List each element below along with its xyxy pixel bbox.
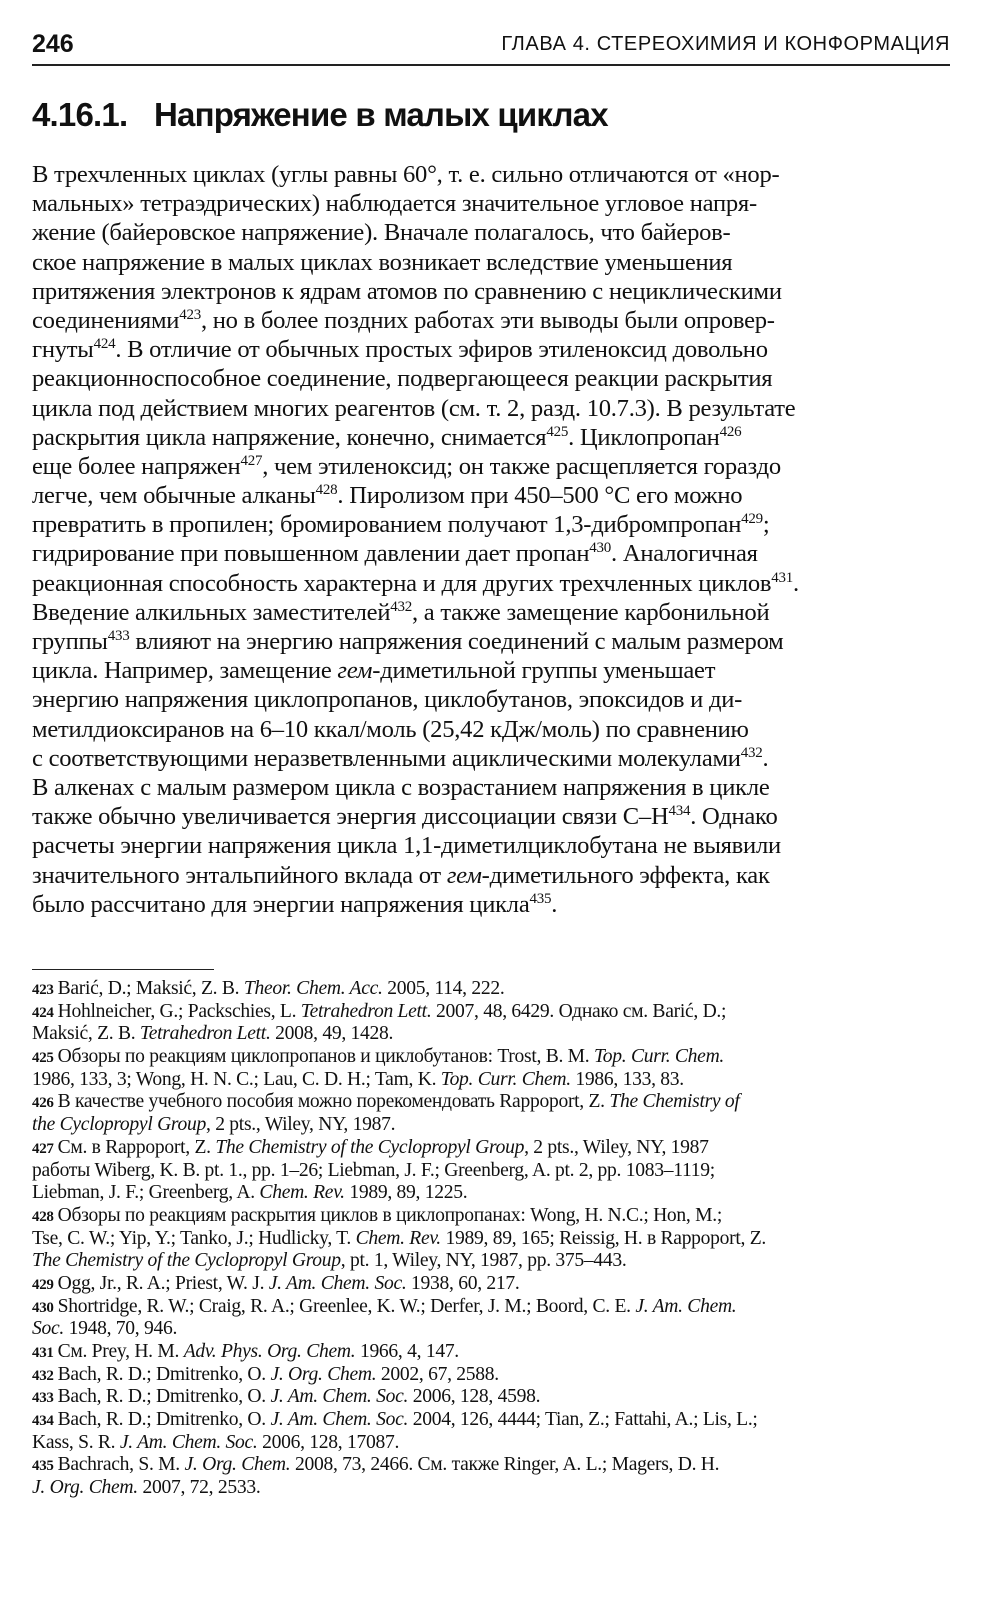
text-line (32, 248, 949, 277)
text-run: В трехчленных циклах (углы равны 60°, т. е. сильно отличаются от «нор- (32, 161, 780, 188)
body-text (32, 160, 949, 919)
footnote-reference: 433 (107, 628, 130, 644)
footnote-text: 2006, 128, 17087. (257, 1431, 400, 1453)
italic-text: J. Org. Chem. (32, 1477, 138, 1499)
text-run: , но в более поздних работах эти выводы были опровер- (200, 306, 775, 334)
text-line (32, 569, 949, 598)
italic-text: Top. Curr. Chem. (593, 1046, 725, 1068)
section-number: 4.16.1. (32, 96, 128, 133)
text-run: . Аналогичная (611, 540, 758, 568)
italic-text: J. Am. Chem. Soc. (268, 1272, 407, 1294)
text-run: мальных» тетраэдрических) наблюдается значительное угловое напря- (32, 190, 757, 218)
footnote-text: 2007, 48, 6429. Однако см. Barić, D.; (431, 1000, 727, 1022)
italic-text: Theor. Chem. Acc. (243, 978, 383, 999)
footnote-text: Ogg, Jr., R. A.; Priest, W. J. (57, 1272, 269, 1294)
section-title: Напряжение в малых циклах (154, 96, 608, 133)
footnote-text: В качестве учебного пособия можно порекомендовать Rappoport, Z. (57, 1091, 610, 1113)
footnote-line (32, 1477, 949, 1500)
footnote-reference: 427 (240, 452, 263, 469)
footnote-text: 1986, 133, 3; Wong, H. N. C.; Lau, C. D. H.; Tam, K. (32, 1068, 441, 1090)
footnote-reference: 434 (668, 803, 691, 820)
italic-text: J. Am. Chem. (635, 1295, 737, 1317)
text-run: превратить в пропилен; бромированием получают 1,3-дибромпропан (32, 511, 742, 539)
text-line (32, 277, 949, 306)
text-run: с соответствующими неразветвленными ациклическими молекулами (32, 744, 741, 772)
footnote-line (32, 1001, 949, 1024)
footnote-text: работы Wiberg, K. B. pt. 1., pp. 1–26; Liebman, J. F.; Greenberg, A. pt. 2, pp. 1083–1119; (32, 1159, 715, 1181)
footnote-number: 423 (32, 982, 54, 998)
text-run: еще более напряжен (32, 452, 241, 480)
text-run: цикла под действием многих реагентов (см. т. 2, разд. 10.7.3). В результате (32, 394, 796, 422)
text-line (32, 831, 949, 860)
footnote-number: 425 (32, 1050, 54, 1067)
footnote-number: 426 (32, 1095, 54, 1112)
text-line (32, 744, 949, 773)
text-line (32, 218, 949, 247)
text-run: -диметильной группы уменьшает (372, 657, 716, 685)
footnote-line (32, 1023, 949, 1046)
footnote-text: 2007, 72, 2533. (137, 1477, 261, 1499)
footnote-text: 2008, 49, 1428. (270, 1023, 394, 1045)
footnote-text: См. в Rappoport, Z. (57, 1136, 216, 1158)
footnote-text: 1938, 60, 217. (406, 1272, 520, 1294)
footnote-line (32, 1364, 949, 1387)
text-run: влияют на энергию напряжения соединений с малым размером (129, 628, 784, 655)
text-run: гнуты (32, 336, 94, 364)
text-run: значительного энтальпийного вклада от (32, 861, 447, 889)
footnote-text: 1989, 89, 1225. (344, 1182, 468, 1204)
footnote-reference: 423 (179, 306, 201, 323)
text-run: метилдиоксиранов на 6–10 ккал/моль (25,42 кДж/моль) по сравнению (32, 715, 749, 743)
footnote-line (32, 1205, 949, 1228)
footnote-reference: 432 (390, 598, 412, 615)
italic-text: Soc. (32, 1318, 64, 1340)
footnotes (32, 978, 949, 1500)
footnote-reference: 425 (546, 423, 569, 440)
text-run: -диметильного эффекта, как (481, 861, 770, 889)
text-run: расчеты энергии напряжения цикла 1,1-диметилциклобутана не выявили (32, 832, 781, 860)
footnote-text: Bach, R. D.; Dmitrenko, O. (57, 1363, 271, 1385)
text-line (32, 656, 949, 685)
footnote-number: 433 (32, 1390, 54, 1407)
italic-text: J. Am. Chem. Soc. (270, 1386, 409, 1408)
text-line (32, 423, 949, 452)
italic-text: J. Org. Chem. (184, 1454, 291, 1476)
footnote-number: 424 (32, 1004, 54, 1021)
text-run: . (762, 744, 769, 772)
footnote-text: , 2 pts., Wiley, NY, 1987 (524, 1136, 709, 1158)
text-line (32, 598, 949, 627)
footnote-divider (32, 969, 214, 970)
text-run: . В отличие от обычных простых эфиров этиленоксид довольно (115, 336, 768, 364)
italic-text: Top. Curr. Chem. (440, 1068, 571, 1090)
footnote-number: 430 (32, 1299, 54, 1316)
footnote-reference: 424 (93, 336, 116, 353)
footnote-reference: 430 (589, 540, 612, 557)
text-run: ское напряжение в малых циклах возникает вследствие уменьшения (32, 248, 733, 276)
footnote-reference: 431 (771, 569, 794, 586)
italic-text: the Cyclopropyl Group (32, 1114, 207, 1136)
text-run: Введение алкильных заместителей (32, 598, 391, 626)
italic-text: J. Am. Chem. Soc. (119, 1431, 258, 1453)
text-run: реакционноспособное соединение, подвергающееся реакции раскрытия (32, 365, 773, 393)
footnote-text: Bach, R. D.; Dmitrenko, O. (57, 1386, 271, 1408)
page-number: 246 (32, 30, 74, 58)
footnote-line (32, 1046, 949, 1069)
text-run: В алкенах с малым размером цикла с возрастанием напряжения в цикле (32, 773, 770, 801)
text-run: энергию напряжения циклопропанов, циклобутанов, эпоксидов и ди- (32, 686, 743, 714)
footnote-text: Maksić, Z. B. (32, 1023, 140, 1045)
footnote-text: Обзоры по реакциям циклопропанов и циклобутанов: Trost, B. M. (57, 1046, 594, 1068)
footnote-line (32, 1228, 949, 1251)
italic-text: Chem. Rev. (355, 1227, 441, 1249)
footnote-text: Kass, S. R. (32, 1431, 120, 1453)
footnote-text: См. Prey, H. M. (57, 1341, 184, 1362)
footnote-text: 1986, 133, 83. (570, 1068, 684, 1090)
footnote-line (32, 1160, 949, 1183)
footnote-number: 428 (32, 1208, 54, 1225)
text-line (32, 160, 949, 189)
footnote-line (32, 1182, 949, 1205)
text-line (32, 627, 949, 656)
text-run: раскрытия цикла напряжение, конечно, снимается (32, 423, 547, 451)
text-line (32, 510, 949, 539)
text-run: гидрирование при повышенном давлении дает пропан (32, 540, 590, 568)
italic-text: Chem. Rev. (259, 1182, 345, 1204)
footnote-reference: 432 (740, 744, 763, 761)
text-run: жение (байеровское напряжение). Вначале полагалось, что байеров- (32, 219, 731, 247)
running-title: ГЛАВА 4. СТЕРЕОХИМИЯ И КОНФОРМАЦИЯ (501, 33, 950, 55)
text-run: . Однако (690, 803, 778, 831)
footnote-text: Shortridge, R. W.; Craig, R. A.; Greenlee, K. W.; Derfer, J. M.; Boord, C. E. (57, 1295, 636, 1317)
text-line (32, 685, 949, 714)
footnote-number: 435 (32, 1458, 54, 1475)
text-line (32, 189, 949, 218)
footnote-number: 434 (32, 1413, 54, 1430)
text-line (32, 335, 949, 364)
text-run: также обычно увеличивается энергия диссоциации связи С–Н (32, 803, 669, 831)
footnote-reference: 435 (529, 890, 552, 907)
footnote-text: 2002, 67, 2588. (376, 1363, 499, 1385)
italic-text: гем (446, 861, 482, 889)
footnote-line (32, 1409, 949, 1432)
footnote-text: 1989, 89, 165; Reissig, H. в Rappoport, Z. (440, 1227, 767, 1249)
footnote-number: 427 (32, 1140, 54, 1157)
italic-text: J. Org. Chem. (270, 1363, 377, 1385)
italic-text: The Chemistry of the Cyclopropyl Group (32, 1250, 341, 1272)
footnote-reference: 428 (315, 482, 338, 499)
text-run: легче, чем обычные алканы (32, 482, 316, 510)
text-line (32, 715, 949, 744)
text-run: реакционная способность характерна и для других трехчленных циклов (32, 569, 772, 597)
text-line (32, 481, 949, 510)
italic-text: гем (337, 657, 373, 685)
footnote-line (32, 1296, 949, 1319)
footnote-number: 429 (32, 1276, 54, 1293)
footnote-line (32, 1114, 949, 1137)
footnote-line (32, 1250, 949, 1273)
footnote-text: 2008, 73, 2466. См. также Ringer, A. L.; Magers, D. H. (290, 1454, 720, 1476)
footnote-text: Liebman, J. F.; Greenberg, A. (32, 1182, 260, 1204)
text-line (32, 539, 949, 568)
footnote-text: Bachrach, S. M. (57, 1454, 185, 1476)
text-line (32, 364, 949, 393)
footnote-text: , pt. 1, Wiley, NY, 1987, pp. 375–443. (340, 1250, 627, 1272)
footnote-text: 2006, 128, 4598. (408, 1386, 541, 1408)
text-line (32, 773, 949, 802)
footnote-reference: 429 (741, 511, 763, 528)
footnote-line (32, 1341, 949, 1364)
text-run: . Циклопропан (568, 423, 720, 451)
text-line (32, 861, 949, 890)
text-run: . (551, 890, 558, 918)
footnote-line (32, 978, 949, 1001)
italic-text: Tetrahedron Lett. (300, 1000, 432, 1022)
text-run: было рассчитано для энергии напряжения цикла (32, 890, 530, 918)
italic-text: J. Am. Chem. Soc. (270, 1409, 409, 1431)
text-run: ; (762, 511, 770, 539)
italic-text: The Chemistry of the Cyclopropyl Group (215, 1136, 525, 1158)
text-line (32, 890, 949, 919)
italic-text: Tetrahedron Lett. (139, 1023, 271, 1045)
footnote-line (32, 1386, 949, 1409)
footnote-text: Bach, R. D.; Dmitrenko, O. (57, 1409, 271, 1431)
footnote-number: 431 (32, 1345, 54, 1361)
footnote-reference: 426 (719, 423, 742, 440)
footnote-line (32, 1454, 949, 1477)
footnote-text: 2005, 114, 222. (382, 978, 505, 999)
footnote-text: Barić, D.; Maksić, Z. B. (57, 978, 244, 999)
running-head (32, 28, 950, 66)
footnote-line (32, 1432, 949, 1455)
text-run: , чем этиленоксид; он также расщепляется гораздо (262, 452, 781, 480)
footnote-text: Tse, C. W.; Yip, Y.; Tanko, J.; Hudlicky, T. (32, 1227, 356, 1249)
footnote-text: 1966, 4, 147. (355, 1341, 459, 1362)
text-line (32, 306, 949, 335)
footnote-line (32, 1069, 949, 1092)
section-heading (32, 96, 608, 134)
text-run: , а также замещение карбонильной (411, 598, 770, 626)
footnote-text: 1948, 70, 946. (64, 1318, 178, 1340)
footnote-line (32, 1318, 949, 1341)
footnote-text: , 2 pts., Wiley, NY, 1987. (206, 1114, 396, 1136)
italic-text: The Chemistry of (609, 1091, 740, 1113)
text-line (32, 452, 949, 481)
footnote-text: 2004, 126, 4444; Tian, Z.; Fattahi, A.; Lis, L.; (408, 1409, 758, 1431)
text-run: притяжения электронов к ядрам атомов по сравнению с нециклическими (32, 277, 782, 305)
footnote-line (32, 1273, 949, 1296)
text-line (32, 802, 949, 831)
footnote-number: 432 (32, 1367, 54, 1384)
footnote-text: Hohlneicher, G.; Packschies, L. (57, 1000, 301, 1022)
footnote-line (32, 1137, 949, 1160)
text-run: соединениями (32, 306, 180, 334)
text-run: цикла. Например, замещение (32, 657, 338, 685)
text-run: . (793, 569, 799, 597)
text-run: группы (32, 628, 108, 655)
footnote-line (32, 1091, 949, 1114)
text-line (32, 394, 949, 423)
text-run: . Пиролизом при 450–500 °С его можно (337, 482, 743, 510)
footnote-text: Обзоры по реакциям раскрытия циклов в циклопропанах: Wong, H. N.C.; Hon, M.; (57, 1204, 722, 1226)
italic-text: Adv. Phys. Org. Chem. (183, 1341, 356, 1362)
